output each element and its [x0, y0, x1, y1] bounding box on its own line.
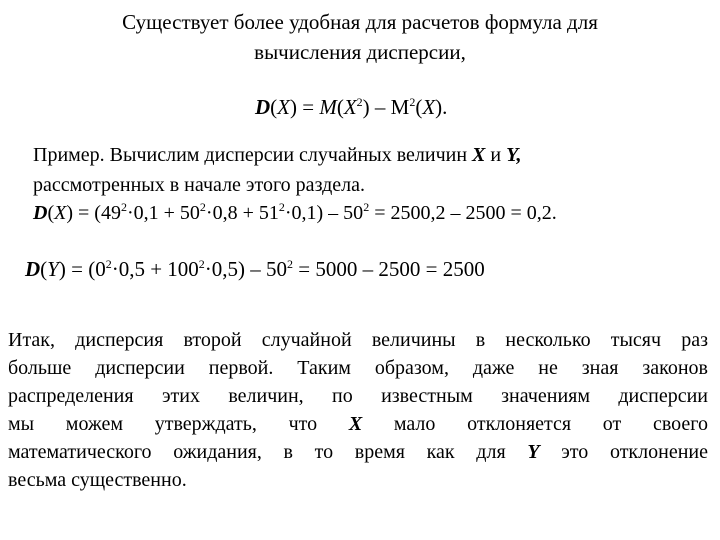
dx-part-b: ·0,1 + 50 — [126, 202, 200, 224]
formula-x1: X — [277, 95, 290, 119]
dy-part-b: ·0,5 + 100 — [111, 257, 199, 281]
formula-sup2: 2 — [409, 95, 416, 109]
dy-calculation: $D(Y) = (0^2\cdot 0,5 + 100^2\cdot 0,5) - 50^2 = 5000 - 2500 = 2500$ — [25, 257, 485, 281]
dx-sup-4: 2 — [363, 200, 370, 214]
example-x-var: X — [472, 144, 486, 166]
intro-line-2: вычисления дисперсии, — [254, 40, 466, 64]
conclusion-x-var: X — [348, 413, 363, 435]
example-intro-text: Пример. Вычислим дисперсии случайных величин — [33, 144, 473, 166]
formula-sup1: 2 — [356, 95, 363, 109]
dy-d: D — [25, 257, 41, 281]
dx-part-c: ·0,8 + 51 — [205, 202, 279, 224]
dy-part-a: ) = (0 — [58, 257, 106, 281]
conclusion-row-5-a: математического ожидания, в то время как для — [8, 441, 528, 463]
example-and: и — [485, 144, 507, 166]
dy-sup-2: 2 — [198, 257, 205, 271]
variance-formula: $D(X) = M(X^2) - M^2(X)$. — [255, 95, 448, 119]
dx-sup-2: 2 — [199, 200, 206, 214]
dx-d: D — [33, 202, 48, 224]
conclusion-paragraph — [8, 326, 708, 494]
formula-minus: ) – M — [362, 95, 410, 119]
dx-part-d: ·0,1) – 50 — [284, 202, 364, 224]
conclusion-row-4-b: мало отклоняется от своего — [362, 413, 708, 435]
conclusion-row-4-a: мы можем утверждать, что — [8, 413, 349, 435]
dx-part-a: ) = (49 — [66, 202, 121, 224]
example-line-1 — [33, 143, 707, 167]
dx-x: X — [54, 202, 67, 224]
conclusion-row-2: больше дисперсии первой. Таким образом, даже не зная законов — [8, 357, 708, 379]
formula-x2: X — [343, 95, 357, 119]
formula-m: M — [319, 95, 337, 119]
intro-line-1: Существует более удобная для расчетов формула для — [122, 10, 598, 34]
conclusion-row-6: весьма существенно. — [8, 469, 187, 491]
dx-part-e: = 2500,2 – 2500 = 0,2. — [369, 202, 557, 224]
conclusion-row-3: распределения этих величин, по известным значениям дисперсии — [8, 385, 708, 407]
conclusion-row-1: Итак, дисперсия второй случайной величины в несколько тысяч раз — [8, 329, 708, 351]
formula-eq: ) = — [290, 95, 320, 119]
dy-part-e: = 5000 – 2500 = 2500 — [293, 257, 485, 281]
formula-x3: X — [422, 95, 436, 119]
dy-sup-1: 2 — [105, 257, 112, 271]
conclusion-y-var: Y — [527, 441, 540, 463]
formula-end: ). — [435, 95, 448, 119]
example-y-var: Y, — [506, 144, 522, 166]
example-line-2: рассмотренных в начале этого раздела. — [33, 174, 366, 196]
dx-sup-3: 2 — [278, 200, 285, 214]
dy-sup-3: 2 — [287, 257, 294, 271]
conclusion-row-5 — [8, 438, 708, 466]
dy-y: Y — [47, 257, 59, 281]
dx-calculation: $D(X) = (49^2\cdot 0,1 + 50^2\cdot 0,8 + 51^2\cdot 0,1) - 50^2 = 2500,2 - 2500 = 0,2$. — [33, 200, 557, 224]
dy-part-c: ·0,5) – 50 — [204, 257, 288, 281]
conclusion-row-5-b: это отклонение — [539, 441, 708, 463]
dx-sup-1: 2 — [120, 200, 127, 214]
conclusion-row-4 — [8, 410, 708, 438]
formula-d: D — [255, 95, 271, 119]
